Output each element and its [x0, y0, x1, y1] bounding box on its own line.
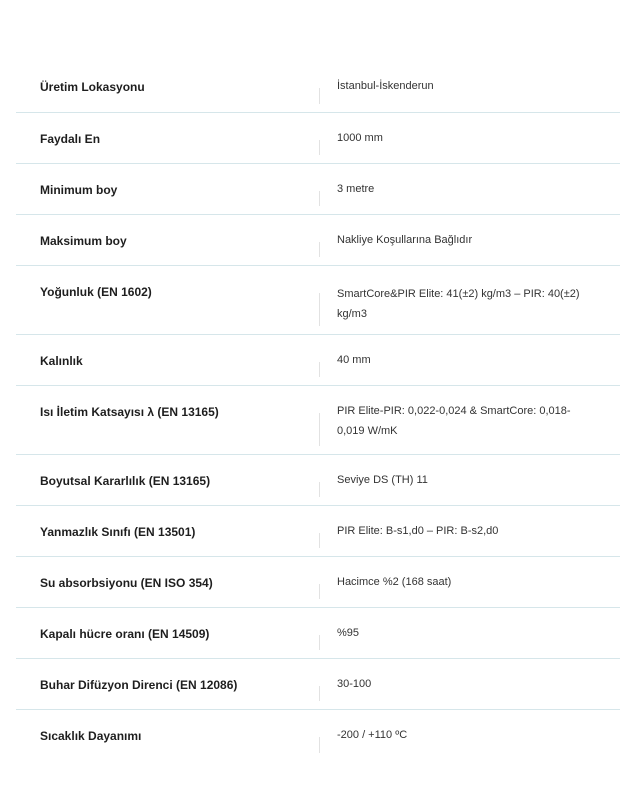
- spec-label: Buhar Difüzyon Direnci (EN 12086): [40, 678, 238, 692]
- spec-value: 3 metre: [337, 183, 375, 195]
- spec-row-vapour-diffusion: [16, 659, 620, 710]
- spec-value: İstanbul-İskenderun: [337, 80, 434, 92]
- spec-row-water-absorption: [16, 557, 620, 608]
- spec-label: Isı İletim Katsayısı λ (EN 13165): [40, 405, 219, 419]
- spec-row-closed-cell-ratio: [16, 608, 620, 659]
- spec-value: %95: [337, 627, 360, 639]
- spec-label: Boyutsal Kararlılık (EN 13165): [40, 474, 211, 488]
- spec-label: Faydalı En: [40, 132, 101, 146]
- spec-label: Kalınlık: [40, 354, 83, 368]
- spec-value: -200 / +110 ºC: [337, 729, 408, 741]
- spec-value: Seviye DS (TH) 11: [337, 474, 428, 486]
- spec-label: Minimum boy: [40, 183, 118, 197]
- spec-value: Nakliye Koşullarına Bağlıdır: [337, 234, 473, 246]
- spec-row-production-location: [16, 61, 620, 113]
- spec-label: Yanmazlık Sınıfı (EN 13501): [40, 525, 196, 539]
- spec-row-useful-width: [16, 113, 620, 164]
- spec-label: Yoğunluk (EN 1602): [40, 285, 152, 299]
- spec-value: SmartCore&PIR Elite: 41(±2) kg/m3 – PIR: 40(±2) kg/m3: [337, 288, 580, 320]
- spec-label: Maksimum boy: [40, 234, 127, 248]
- spec-value: PIR Elite: B-s1,d0 – PIR: B-s2,d0: [337, 525, 499, 537]
- spec-row-thermal-conductivity: [16, 386, 620, 455]
- spec-row-dimensional-stability: [16, 455, 620, 506]
- spec-value: 30-100: [337, 678, 372, 690]
- spec-row-minimum-length: [16, 164, 620, 215]
- spec-row-fire-class: [16, 506, 620, 557]
- spec-row-thickness: [16, 335, 620, 386]
- spec-value: Hacimce %2 (168 saat): [337, 576, 452, 588]
- spec-value: 1000 mm: [337, 132, 383, 144]
- spec-label: Kapalı hücre oranı (EN 14509): [40, 627, 210, 641]
- spec-value: PIR Elite-PIR: 0,022-0,024 & SmartCore: 0,018-0,019 W/mK: [337, 405, 571, 437]
- spec-row-temperature-resistance: [16, 710, 620, 761]
- spec-label: Üretim Lokasyonu: [40, 80, 145, 94]
- spec-table: [16, 61, 620, 761]
- spec-row-maximum-length: [16, 215, 620, 266]
- spec-value: 40 mm: [337, 354, 371, 366]
- spec-row-density: [16, 266, 620, 335]
- spec-label: Su absorbsiyonu (EN ISO 354): [40, 576, 213, 590]
- spec-label: Sıcaklık Dayanımı: [40, 729, 142, 743]
